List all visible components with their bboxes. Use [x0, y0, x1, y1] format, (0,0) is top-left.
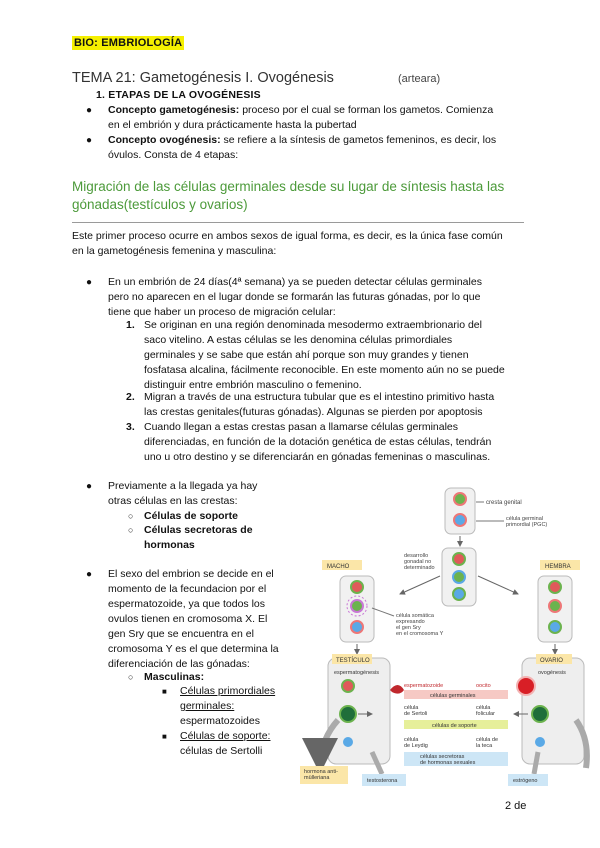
pgc-cell	[454, 493, 466, 505]
label-testiculo: TESTÍCULO	[336, 658, 370, 664]
author-tag: (arteara)	[398, 73, 441, 85]
label-testosterona: testosterona	[367, 778, 398, 784]
label-pgc: célula germinal primordial (PGC)	[506, 516, 548, 528]
label-secretoras: células secretoras de hormonas sexuales	[420, 754, 476, 766]
migration-bullet: ● En un embrión de 24 días(4ª semana) ya se pueden detectar células germinales pero no aparecen en el lugar donde se formarán las futuras gónadas, por lo que tiene que haber un proceso de migración celular:	[86, 276, 482, 318]
label-teca: célula de la teca	[476, 737, 499, 749]
migration-step-3: 3. Cuando llegan a estas crestas pasan a llamarse células germinales diferenciadas, en función de la dotación genética de estas células, tendrán uno u otro destino y se diferenciarán en gónadas femeninas o masculinas.	[126, 421, 492, 463]
circle-bullet-icon: ○	[128, 672, 134, 682]
label-germinales: células germinales	[430, 693, 476, 699]
migration-step-2: 2. Migran a través de una estructura tubular que es el intestino primitivo hasta las crestas genitales(futuras gónadas). Algunas se pierden por apoptosis	[126, 391, 495, 418]
sperm-icon	[390, 685, 404, 694]
label-macho: MACHO	[327, 564, 350, 570]
sex-bullet: ● El sexo del embrion se decide en el momento de la fecundacion por el espermatozoide, ya que todos los ovulos tienen en cromosoma X. El gen Sry que se encuentra en el cromosoma Y es el que determina la diferenciación de las gónadas:	[86, 568, 279, 670]
bullet-icon: ●	[86, 105, 93, 116]
label-ovario: OVARIO	[540, 658, 563, 664]
square-bullet-icon: ■	[162, 732, 167, 741]
migration-step-1: 1. Se originan en una región denominada mesodermo extraembrionario del saco vitelino. A estas células se les denomina células primordiales germinales y se sabe que están ahí porque son muy grandes y tienen fosfatasa alcalina, fácilmente reconocible. En este momento aún no se puede distinguir entre embrión masculino o femenino.	[126, 319, 505, 391]
square-bullet-icon: ■	[162, 687, 167, 696]
masculine-label: ○ Masculinas:	[128, 671, 205, 683]
label-soporte: células de soporte	[432, 723, 477, 729]
label-oocito: oocito	[476, 683, 491, 689]
cells-bullet: ● Previamente a la llegada ya hay otras células en las crestas:	[86, 480, 258, 507]
migration-heading: Migración de las células germinales desde su lugar de síntesis hasta las gónadas(testículos y ovarios)	[72, 179, 505, 212]
masc-item-support: ■ Células de soporte: células de Sertolli	[162, 730, 271, 757]
masc-item-pgc: ■ Células primordiales germinales: espermatozoides	[162, 685, 276, 727]
hormone-cells-item: ○ Células secretoras de hormonas	[128, 524, 253, 551]
label-espermatozoide: espermatozoide	[404, 683, 444, 689]
label-leydig: célula de Leydig	[404, 737, 428, 749]
label-hembra: HEMBRA	[545, 564, 571, 570]
section-title: 1. ETAPAS DE LA OVOGÉNESIS	[96, 89, 261, 101]
cell	[454, 514, 466, 526]
bullet-icon: ●	[86, 569, 93, 580]
migration-intro: Este primer proceso ocurre en ambos sexos de igual forma, es decir, es la única fase común en la gametogénesis femenina y masculina:	[72, 230, 503, 257]
support-cells-item: ○ Células de soporte	[128, 510, 238, 522]
topic-title: TEMA 21: Gametogénesis I. Ovogénesis	[72, 70, 334, 86]
label-espermatogenesis: espermatogénesis	[334, 670, 379, 676]
page-number: 2 de	[505, 800, 527, 812]
label-sertoli: célula de Sertoli	[404, 705, 428, 717]
concept-gametogenesis: ● Concepto gametogénesis: proceso por el cual se forman los gametos. Comienza en el embrión y dura prácticamente hasta la pubertad	[86, 104, 494, 131]
label-somatica: célula somática expresando el gen Sry en el cromosoma Y	[396, 613, 444, 637]
label-estrogeno: estrógeno	[513, 778, 538, 784]
label-desarrollo: desarrollo gonadal no determinado	[404, 553, 435, 571]
bullet-icon: ●	[86, 135, 93, 146]
label-cresta: cresta genital	[486, 500, 522, 506]
circle-bullet-icon: ○	[128, 525, 134, 535]
divider	[72, 222, 524, 223]
gonad-differentiation-diagram	[300, 484, 590, 794]
label-ovogenesis: ovogénesis	[538, 670, 566, 676]
circle-bullet-icon: ○	[128, 511, 134, 521]
bullet-icon: ●	[86, 481, 93, 492]
subject-header: BIO: EMBRIOLOGÍA	[74, 37, 183, 49]
oocyte	[517, 677, 535, 695]
concept-ovogenesis: ● Concepto ovogénesis: se refiere a la síntesis de gametos femeninos, es decir, los óvulos. Consta de 4 etapas:	[86, 134, 497, 161]
bullet-icon: ●	[86, 277, 93, 288]
label-antimulleriana: hormona anti-mülleriana	[304, 769, 338, 781]
label-folicular: célula folicular	[476, 705, 495, 717]
